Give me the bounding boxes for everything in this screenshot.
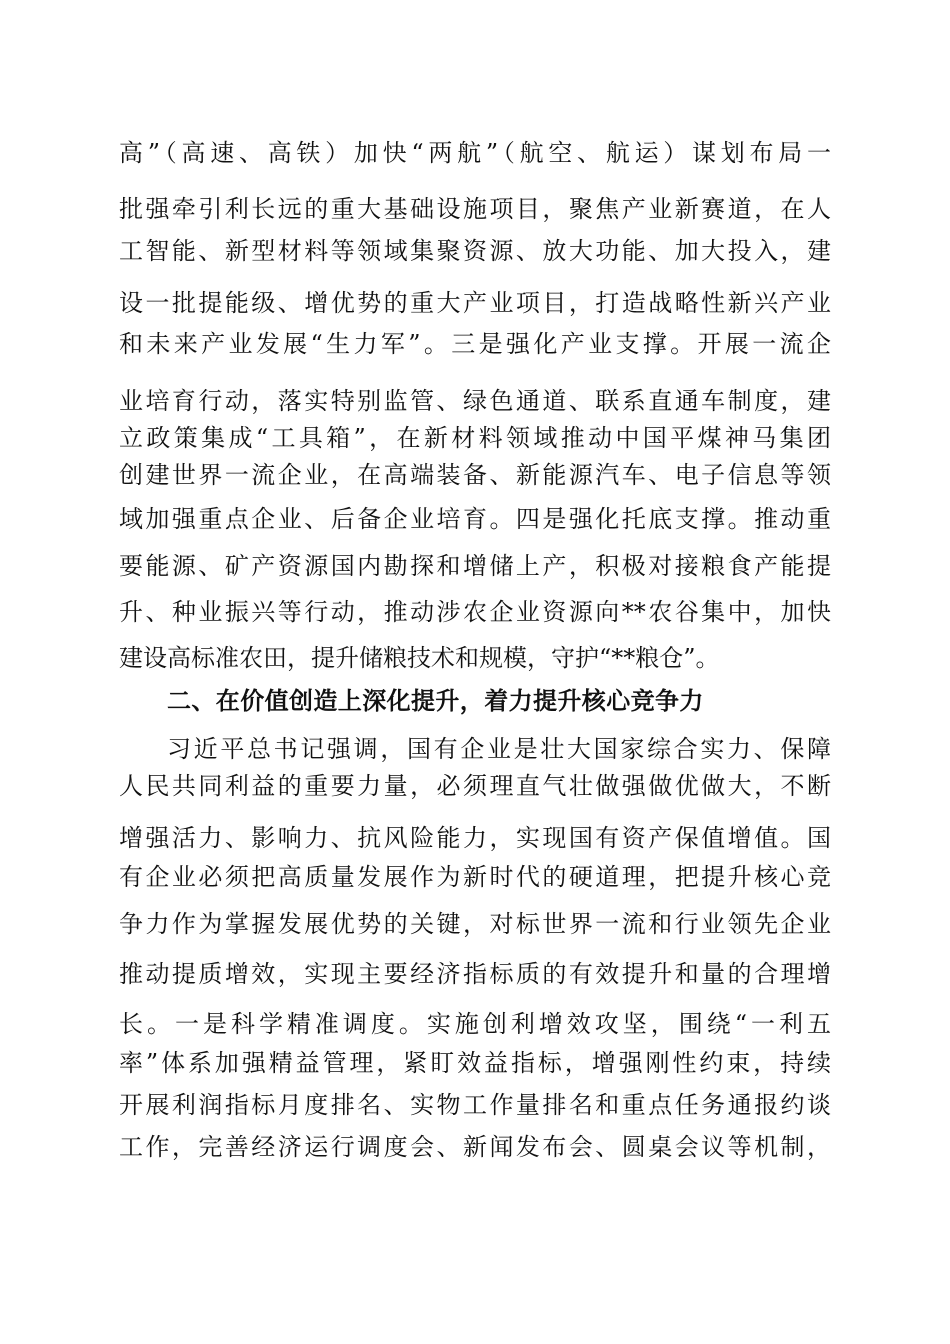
paragraph-1-line: 业培育行动，落实特别监管、绿色通道、联系直通车制度，建 [119,387,831,415]
paragraph-1-line: 和未来产业发展“生力军”。三是强化产业支撑。开展一流企 [119,330,831,358]
paragraph-1-line: 创建世界一流企业，在高端装备、新能源汽车、电子信息等领 [119,461,831,489]
paragraph-2-line: 工作，完善经济运行调度会、新闻发布会、圆桌会议等机制， [119,1133,831,1161]
paragraph-2-line: 有企业必须把高质量发展作为新时代的硬道理，把提升核心竞 [119,863,831,891]
paragraph-2-line: 习近平总书记强调，国有企业是壮大国家综合实力、保障 [167,735,831,763]
section-heading: 二、在价值创造上深化提升，着力提升核心竞争力 [167,687,704,715]
paragraph-1-line: 批强牵引利长远的重大基础设施项目，聚焦产业新赛道，在人 [119,195,831,223]
paragraph-1-line: 升、种业振兴等行动，推动涉农企业资源向**农谷集中，加快 [119,598,831,626]
paragraph-1-line: 工智能、新型材料等领域集聚资源、放大功能、加大投入，建 [119,237,831,265]
paragraph-2-line: 增强活力、影响力、抗风险能力，实现国有资产保值增值。国 [119,824,831,852]
paragraph-1-line: 要能源、矿产资源国内勘探和增储上产，积极对接粮食产能提 [119,552,831,580]
paragraph-1-line: 立政策集成“工具箱”，在新材料领域推动中国平煤神马集团 [119,424,831,452]
paragraph-1-line: 域加强重点企业、后备企业培育。四是强化托底支撑。推动重 [119,505,831,533]
paragraph-2-line: 人民共同利益的重要力量，必须理直气壮做强做优做大，不断 [119,772,831,800]
paragraph-1-line: 建设高标准农田，提升储粮技术和规模，守护“**粮仓”。 [119,644,720,672]
paragraph-2-line: 开展利润指标月度排名、实物工作量排名和重点任务通报约谈 [119,1091,831,1119]
paragraph-2-line: 争力作为掌握发展优势的关键，对标世界一流和行业领先企业 [119,910,831,938]
paragraph-2-line: 长。一是科学精准调度。实施创利增效攻坚，围绕“一利五 [119,1010,831,1038]
paragraph-2-line: 率”体系加强精益管理，紧盯效益指标，增强刚性约束，持续 [119,1049,831,1077]
paragraph-1-line: 高”（高速、高铁）加快“两航”（航空、航运）谋划布局一 [119,139,831,167]
paragraph-1-line: 设一批提能级、增优势的重大产业项目，打造战略性新兴产业 [119,289,831,317]
paragraph-2-line: 推动提质增效，实现主要经济指标质的有效提升和量的合理增 [119,960,831,988]
